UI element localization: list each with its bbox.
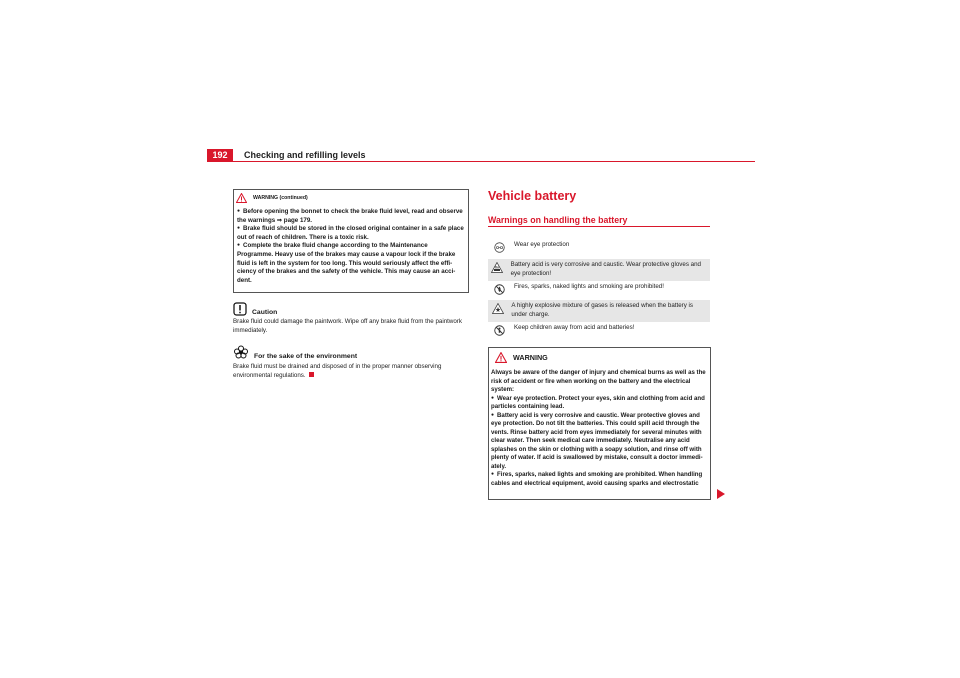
symbol-row-keep-children-away <box>488 322 710 341</box>
caution-text: Brake fluid could damage the paintwork. Wipe off any brake fluid from the paintwork immediately. <box>233 318 462 334</box>
symbol-row-corrosive <box>488 259 710 281</box>
environment-header <box>233 345 469 360</box>
symbol-row-explosive <box>488 300 710 322</box>
eye-protection-icon <box>494 242 505 253</box>
subsection-rule <box>488 226 710 227</box>
battery-warning-body <box>491 369 709 488</box>
warning-continued-label: WARNING (continued) <box>253 195 308 201</box>
symbol-text: A highly explosive mixture of gases is released when the battery is under charge. <box>511 302 694 318</box>
section-title: Vehicle battery <box>488 189 577 203</box>
explosive-icon <box>492 303 504 314</box>
warning-triangle-icon <box>495 352 507 363</box>
warning-continued-box <box>233 189 469 293</box>
running-head: Checking and refilling levels <box>244 150 366 160</box>
warning-triangle-icon <box>236 193 247 203</box>
symbol-row-no-fire <box>488 281 710 300</box>
battery-warning-box <box>488 347 711 500</box>
warning-continued-header <box>236 191 308 205</box>
environment-flower-icon <box>233 345 249 360</box>
list-item: ● Battery acid is very corrosive and caustic. Wear protective gloves and eye protection. Do not tilt the batteries. This could spill acid through the vents. Rinse battery acid from eyes immediately for several minutes with clear water. Then seek medical care immediately. Neutralise any acid splashes on the skin or clothing with a soapy solution, and rinse off with plenty of water. If acid is swallowed by mistake, consult a doctor immedi-ately. <box>491 412 709 472</box>
page-number: 192 <box>207 149 233 162</box>
environment-title: For the sake of the environment <box>254 353 358 360</box>
list-item: ● Fires, sparks, naked lights and smoking are prohibited. When handling cables and electrical equipment, avoid causing sparks and electrostatic <box>491 471 709 488</box>
list-item: ● Before opening the bonnet to check the brake fluid level, read and observe the warnings ⇒ page 179. <box>237 208 465 225</box>
subsection-title: Warnings on handling the battery <box>488 215 628 225</box>
battery-warning-header <box>495 352 548 363</box>
corrosive-icon <box>491 262 503 273</box>
header-rule <box>207 161 755 162</box>
caution-exclamation-icon <box>233 302 247 316</box>
battery-warning-intro: Always be aware of the danger of injury and chemical burns as well as the risk of accident or fire when working on the battery and the electrical system: <box>491 369 706 393</box>
environment-section <box>233 345 469 380</box>
continue-arrow-icon <box>717 489 725 499</box>
symbol-row-eye-protection <box>488 239 710 258</box>
no-fire-icon <box>494 284 505 295</box>
keep-children-away-icon <box>494 325 505 336</box>
environment-text: Brake fluid must be drained and disposed of in the proper manner observing environmental regulations. <box>233 363 442 379</box>
warning-continued-body <box>237 208 465 285</box>
caution-header <box>233 302 469 316</box>
caution-title: Caution <box>252 309 278 316</box>
symbol-text: Battery acid is very corrosive and caustic. Wear protective gloves and eye protection! <box>510 261 701 277</box>
end-marker <box>309 372 314 377</box>
list-item: ● Wear eye protection. Protect your eyes, skin and clothing from acid and particles containing lead. <box>491 395 709 412</box>
battery-warning-title: WARNING <box>513 353 548 362</box>
list-item: ● Brake fluid should be stored in the closed original container in a safe place out of reach of children. There is a toxic risk. <box>237 225 465 242</box>
symbol-text: Fires, sparks, naked lights and smoking are prohibited! <box>514 283 664 290</box>
symbol-text: Wear eye protection <box>514 241 570 248</box>
caution-section <box>233 302 469 335</box>
symbol-text: Keep children away from acid and batteries! <box>514 324 635 331</box>
list-item: ● Complete the brake fluid change according to the Maintenance Programme. Heavy use of the brakes may cause a vapour lock if the brake fluid is left in the system for too long. This would seriously affect the effi-ciency of the brakes and the safety of the vehicle. This may cause an acci-dent. <box>237 242 465 285</box>
